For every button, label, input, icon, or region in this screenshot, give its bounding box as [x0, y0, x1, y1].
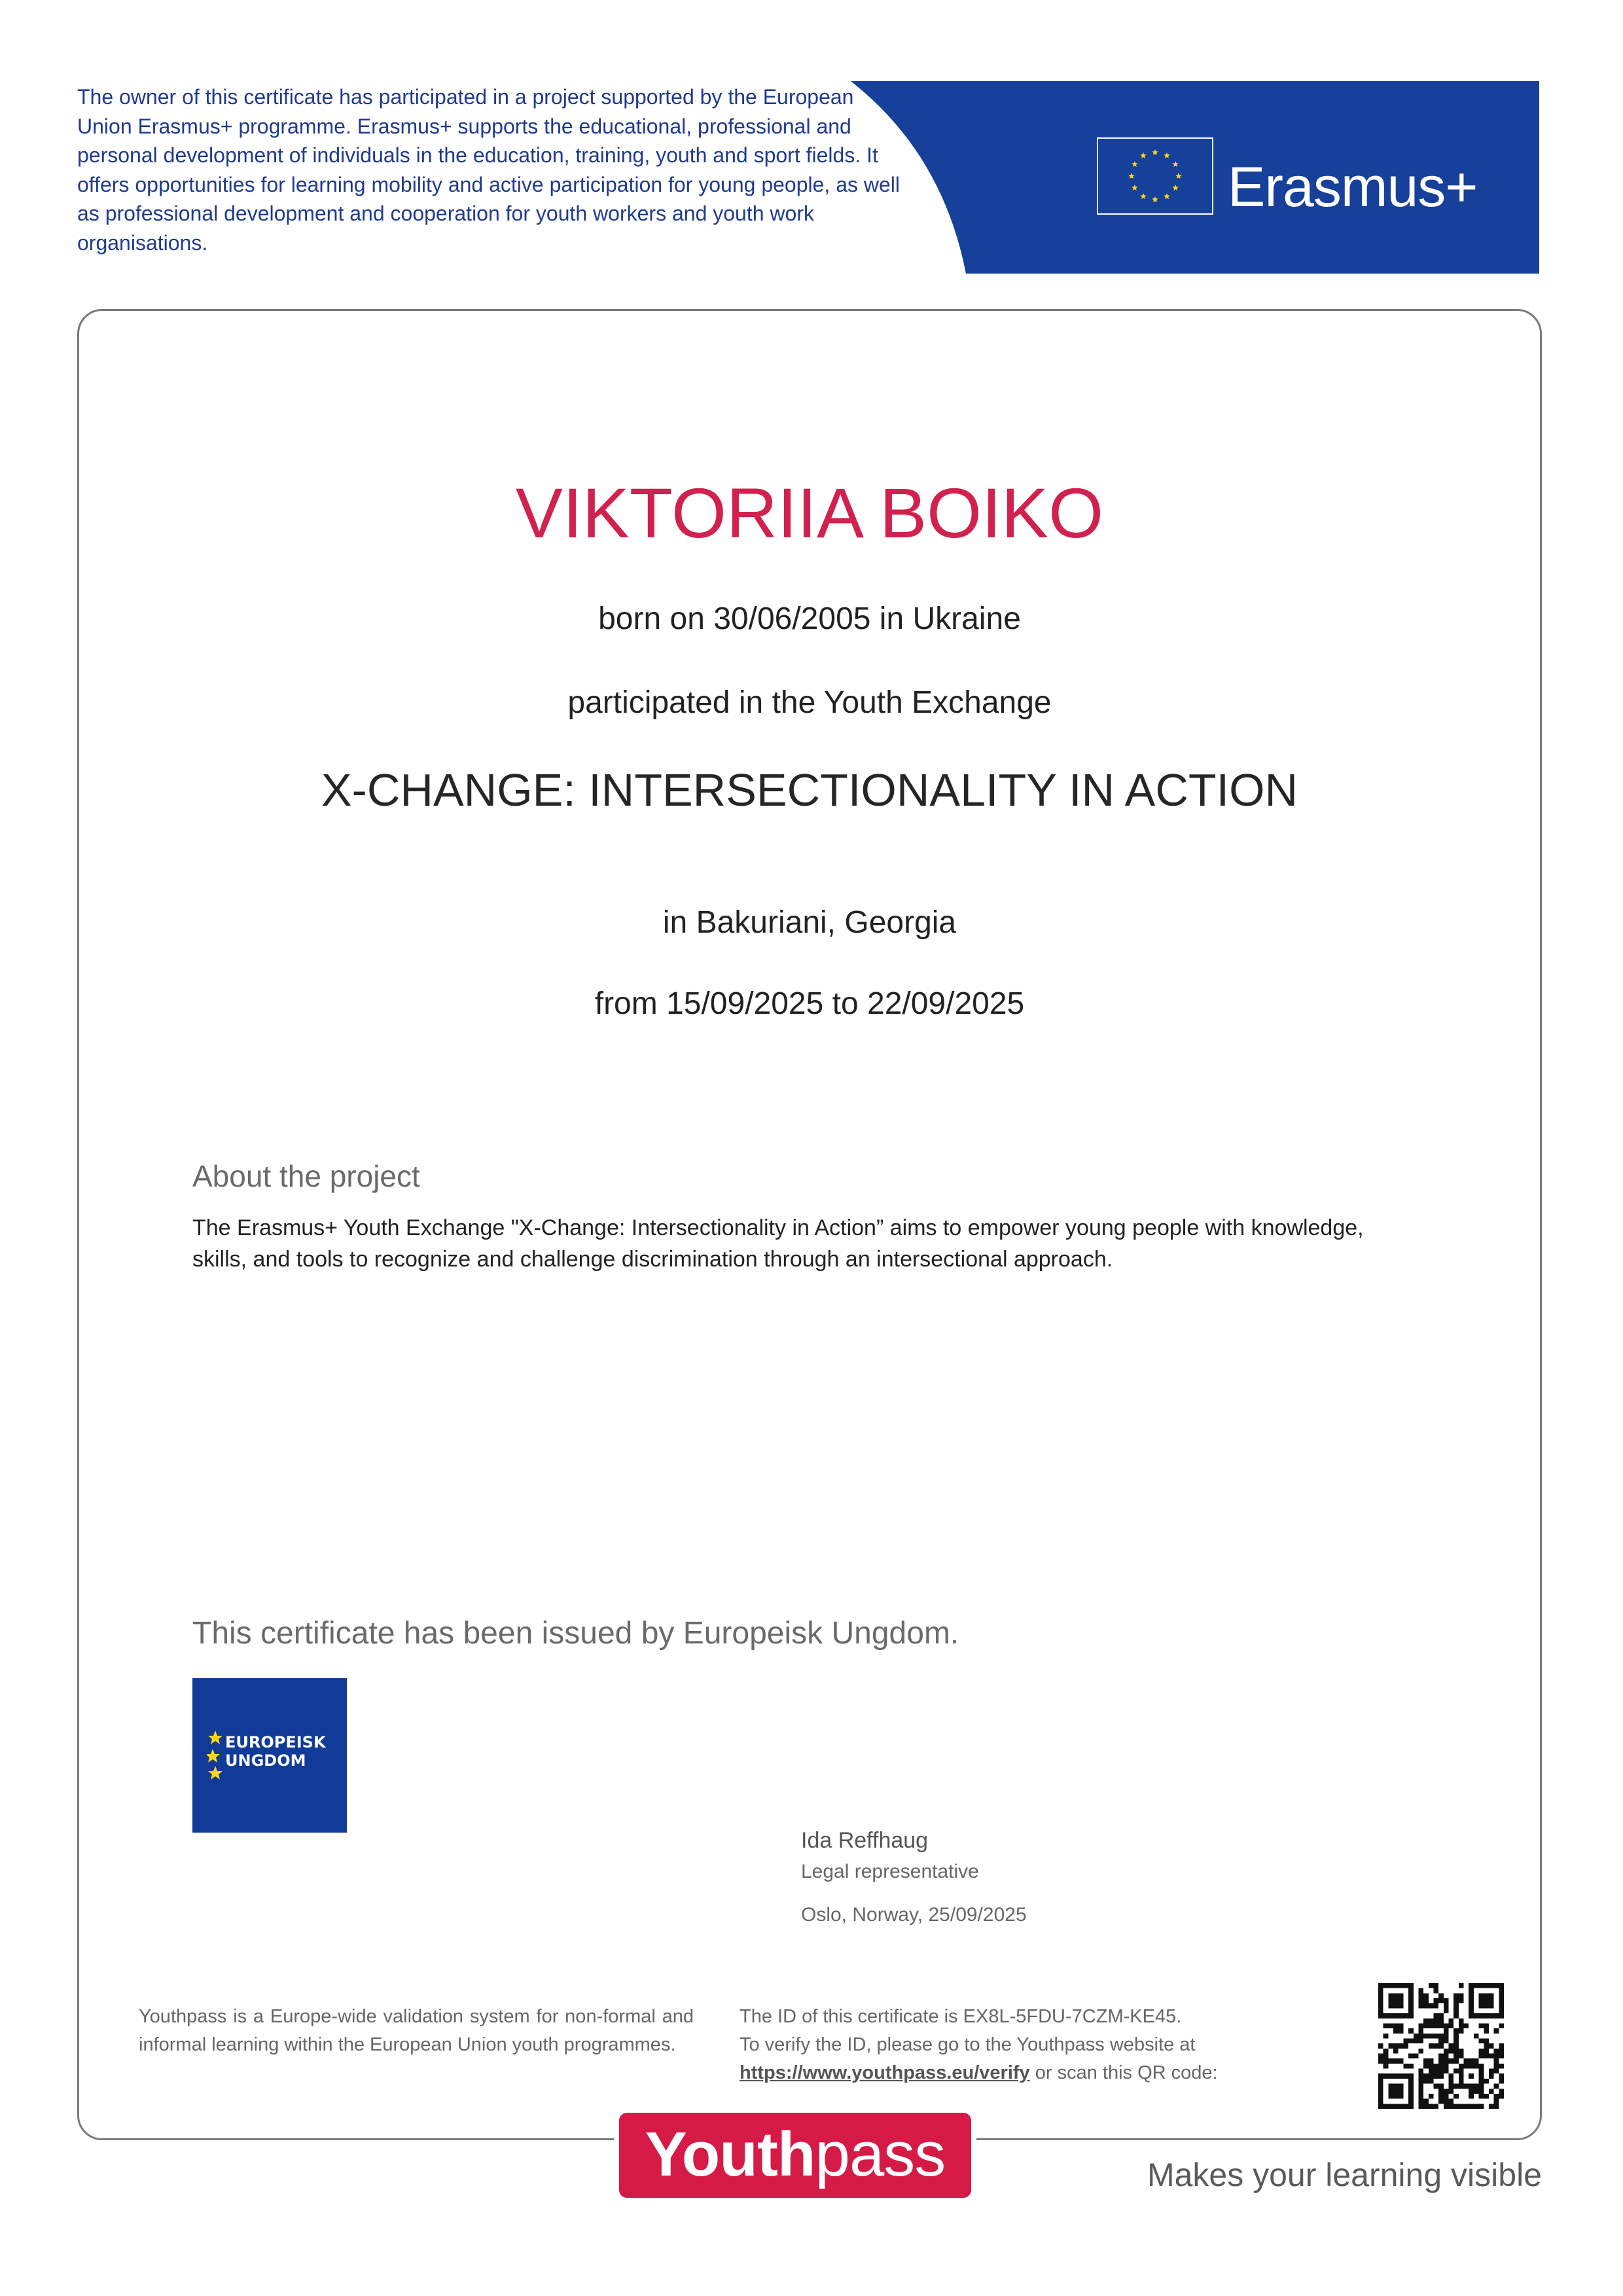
- eu-star-icon: [1132, 161, 1138, 167]
- eu-stars-icon: [1098, 139, 1212, 213]
- participation-type: participated in the Youth Exchange: [567, 685, 1052, 720]
- youthpass-logo-bold: Youth: [645, 2119, 815, 2189]
- certificate-id: The ID of this certificate is EX8L-5FDU-7CZM-KE45.: [740, 2006, 1182, 2027]
- issuer-statement: This certificate has been issued by Europeisk Ungdom.: [192, 1616, 959, 1651]
- signer-name: Ida Reffhaug: [801, 1828, 929, 1853]
- eu-star-icon: [1175, 173, 1182, 179]
- eu-star-icon: [1172, 161, 1179, 167]
- intro-text: The owner of this certificate has participated in a project supported by the European Union Erasmus+ programme. Erasmus+ supports the educational, professional and personal development of individuals in the education, training, youth and sport fields. It offers opportunities for learning mobility and active participation for young people, as well as professional development and cooperation for youth workers and youth work organisations.: [77, 85, 901, 255]
- eu-star-icon: [1172, 185, 1179, 190]
- birth-info: born on 30/06/2005 in Ukraine: [598, 601, 1021, 636]
- project-dates: from 15/09/2025 to 22/09/2025: [594, 986, 1025, 1021]
- eu-star-icon: [1132, 185, 1138, 190]
- verify-link[interactable]: https://www.youthpass.eu/verify: [740, 2062, 1030, 2083]
- europeisk-ungdom-logo: [192, 1678, 347, 1833]
- eu-star-icon: [1140, 193, 1147, 199]
- eu-star-icon: [1128, 173, 1135, 179]
- signer-role: Legal representative: [801, 1861, 979, 1882]
- eu-star-icon: [1140, 152, 1147, 158]
- logo-line-1: EUROPEISK: [225, 1733, 326, 1751]
- verification-info: [740, 2003, 1263, 2087]
- youthpass-logo-light: pass: [815, 2119, 946, 2189]
- youthpass-description: Youthpass is a Europe-wide validation system for non-formal and informal learning within the European Union youth programmes.: [139, 2006, 694, 2055]
- qr-code[interactable]: [1378, 1983, 1504, 2109]
- project-location: in Bakuriani, Georgia: [662, 905, 957, 940]
- holder-name: VIKTORIIA BOIKO: [515, 473, 1104, 552]
- youthpass-tagline: Makes your learning visible: [1147, 2157, 1542, 2193]
- erasmus-logo-text: Erasmus+: [1228, 156, 1478, 219]
- verify-suffix: or scan this QR code:: [1029, 2062, 1218, 2083]
- eu-star-icon: [1152, 149, 1158, 155]
- eu-star-icon: [1164, 152, 1170, 158]
- project-title: X-CHANGE: INTERSECTIONALITY IN ACTION: [321, 764, 1298, 816]
- verify-instructions: To verify the ID, please go to the Youthpass website at: [740, 2034, 1196, 2055]
- sign-place-date: Oslo, Norway, 25/09/2025: [801, 1904, 1027, 1926]
- about-text: The Erasmus+ Youth Exchange "X-Change: Intersectionality in Action” aims to empower young people with knowledge, skills, and tools to recognize and challenge discrimination through an intersectional approach.: [192, 1215, 1364, 1272]
- logo-line-2: UNGDOM: [225, 1751, 306, 1770]
- logo-stars-icon: [207, 1729, 224, 1782]
- eu-star-icon: [1152, 196, 1158, 202]
- eu-flag-icon: [1097, 137, 1213, 215]
- about-heading: About the project: [192, 1159, 420, 1193]
- youthpass-logo: [614, 2108, 976, 2203]
- eu-star-icon: [1164, 193, 1170, 199]
